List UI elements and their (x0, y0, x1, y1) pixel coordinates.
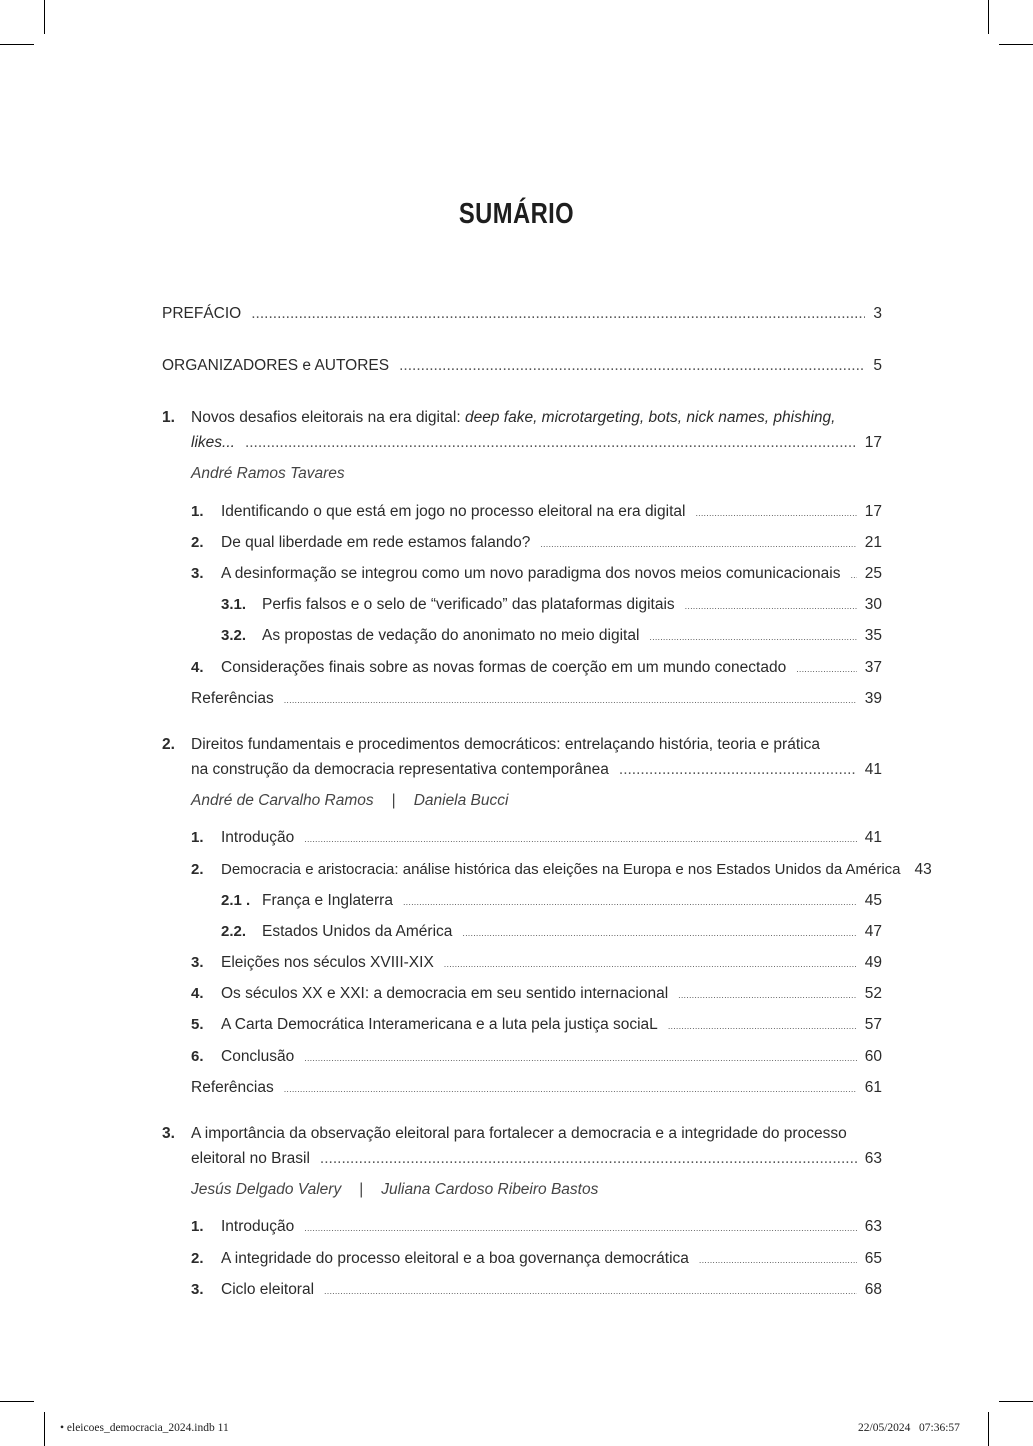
section-number: 3. (191, 565, 204, 582)
toc-subsection[interactable] (262, 627, 882, 645)
chapter-title-line2[interactable] (191, 434, 882, 452)
section-label: Os séculos XX e XXI: a democracia em seu sentido internacional (221, 985, 669, 1002)
section-label: A integridade do processo eleitoral e a boa governança democrática (221, 1250, 689, 1267)
author-name: André Ramos Tavares (191, 465, 345, 482)
subsection-number: 2.2. (221, 923, 247, 940)
dot-leader (304, 1053, 857, 1063)
section-page: 47 (864, 923, 882, 940)
references-page: 61 (864, 1079, 882, 1096)
toc-section[interactable] (221, 503, 882, 521)
dot-leader (668, 1021, 857, 1031)
section-number: 3. (191, 1281, 204, 1298)
section-number: 2. (191, 1250, 204, 1267)
dot-leader (649, 632, 856, 642)
section-page: 68 (864, 1281, 882, 1298)
dot-leader (304, 834, 857, 844)
chapter-title-italic: likes... (191, 434, 235, 451)
dot-leader (699, 1255, 857, 1265)
author-name: Jesús Delgado Valery (191, 1181, 342, 1198)
section-number: 1. (191, 503, 204, 520)
section-label: Perfis falsos e o selo de “verificado” das plataformas digitais (262, 596, 675, 613)
dot-leader (399, 357, 865, 375)
chapter-title-italic: deep fake, microtargeting, bots, nick names, phishing, (464, 409, 836, 426)
section-page: 35 (864, 627, 882, 644)
section-number: 2. (191, 861, 204, 878)
section-page: 52 (864, 985, 882, 1002)
dot-leader (245, 434, 857, 452)
print-time: 07:36:57 (919, 1422, 960, 1434)
section-label: Democracia e aristocracia: análise histórica das eleições na Europa e nos Estados Unidos da América (221, 861, 901, 878)
chapter-title-line1[interactable] (191, 409, 835, 427)
toc-section[interactable] (221, 1048, 882, 1066)
section-page: 41 (864, 829, 882, 846)
chapter-authors (191, 792, 508, 810)
section-label: A Carta Democrática Interamericana e a luta pela justiça sociaL (221, 1016, 658, 1033)
chapter-page: 17 (864, 434, 882, 451)
section-label: Introdução (221, 1218, 295, 1235)
section-page: 43 (914, 861, 932, 878)
crop-mark (0, 44, 34, 45)
toc-section[interactable] (221, 954, 882, 972)
print-date: 22/05/2024 (858, 1422, 911, 1434)
dot-leader (251, 305, 865, 323)
section-page: 63 (864, 1218, 882, 1235)
crop-mark (999, 44, 1033, 45)
section-label: As propostas de vedação do anonimato no meio digital (262, 627, 640, 644)
crop-mark (988, 1412, 989, 1446)
chapter-title-regular: eleitoral no Brasil (191, 1150, 310, 1167)
subsection-number: 2.1 . (221, 892, 251, 909)
dot-leader (324, 1286, 857, 1296)
section-number: 6. (191, 1048, 204, 1065)
chapter-page: 63 (864, 1150, 882, 1167)
toc-section[interactable] (221, 534, 882, 552)
chapter-authors (191, 1181, 598, 1199)
section-page: 49 (864, 954, 882, 971)
toc-section[interactable] (221, 1281, 882, 1299)
chapter-number: 1. (162, 409, 175, 426)
references-label: Referências (191, 690, 274, 707)
chapter-title-regular: Novos desafios eleitorais na era digital: (191, 409, 465, 426)
chapter-title-line1[interactable] (191, 736, 820, 754)
section-number: 1. (191, 1218, 204, 1235)
section-label: Estados Unidos da América (262, 923, 453, 940)
chapter-number: 3. (162, 1125, 175, 1142)
toc-references[interactable] (191, 1079, 882, 1097)
dot-leader (462, 928, 856, 938)
section-page: 37 (864, 659, 882, 676)
toc-entry-organizers[interactable] (162, 357, 882, 375)
dot-leader (403, 897, 857, 907)
section-page: 21 (864, 534, 882, 551)
toc-section[interactable] (221, 829, 882, 847)
dot-leader (685, 601, 857, 611)
section-number: 4. (191, 985, 204, 1002)
toc-section[interactable] (221, 1250, 882, 1268)
dot-leader (678, 990, 857, 1000)
print-slug-file (60, 1422, 229, 1434)
author-name: Juliana Cardoso Ribeiro Bastos (381, 1181, 599, 1198)
file-name: eleicoes_democracia_2024.indb 11 (66, 1422, 229, 1434)
section-page: 17 (864, 503, 882, 520)
section-label: Conclusão (221, 1048, 295, 1065)
dot-leader (619, 761, 857, 779)
print-slug-timestamp (858, 1422, 960, 1434)
chapter-title-regular: A importância da observação eleitoral para fortalecer a democracia e a integridade do processo (191, 1125, 847, 1142)
chapter-title-line2[interactable] (191, 761, 882, 779)
dot-leader (695, 508, 856, 518)
section-label: A desinformação se integrou como um novo paradigma dos novos meios comunicacionais (221, 565, 841, 582)
section-number: 2. (191, 534, 204, 551)
chapter-title-line1[interactable] (191, 1125, 847, 1143)
toc-subsection[interactable] (262, 596, 882, 614)
dot-leader (850, 570, 856, 580)
dot-leader (796, 664, 857, 674)
section-number: 4. (191, 659, 204, 676)
section-label: Considerações finais sobre as novas formas de coerção em um mundo conectado (221, 659, 787, 676)
dot-leader (320, 1150, 857, 1168)
toc-subsection[interactable] (262, 923, 882, 941)
section-page: 25 (864, 565, 882, 582)
toc-references[interactable] (191, 690, 882, 708)
author-separator: | (359, 1181, 364, 1198)
toc-section[interactable] (221, 861, 932, 879)
section-page: 57 (864, 1016, 882, 1033)
toc-section[interactable] (221, 1016, 882, 1034)
crop-mark (0, 1401, 34, 1402)
references-page: 39 (864, 690, 882, 707)
section-number: 5. (191, 1016, 204, 1033)
author-separator: | (391, 792, 396, 809)
references-label: Referências (191, 1079, 274, 1096)
bullet-glyph: • (60, 1422, 65, 1434)
subsection-number: 3.1. (221, 596, 247, 613)
chapter-title-regular: na construção da democracia representativa contemporânea (191, 761, 609, 778)
dot-leader (304, 1223, 857, 1233)
toc-subsection[interactable] (262, 892, 882, 910)
section-label: França e Inglaterra (262, 892, 393, 909)
subsection-number: 3.2. (221, 627, 247, 644)
dot-leader (540, 539, 856, 549)
page-title: SUMÁRIO (458, 198, 575, 230)
section-number: 3. (191, 954, 204, 971)
section-page: 60 (864, 1048, 882, 1065)
toc-section[interactable] (221, 565, 882, 583)
crop-mark (988, 0, 989, 34)
dot-leader (284, 1084, 857, 1094)
section-number: 1. (191, 829, 204, 846)
toc-section[interactable] (221, 985, 882, 1003)
dot-leader (444, 959, 857, 969)
section-label: Eleições nos séculos XVIII-XIX (221, 954, 434, 971)
section-page: 45 (864, 892, 882, 909)
author-name: Daniela Bucci (413, 792, 509, 809)
chapter-title-regular: Direitos fundamentais e procedimentos democráticos: entrelaçando história, teoria e prática (191, 736, 820, 753)
toc-entry-page: 5 (873, 357, 882, 374)
author-name: André de Carvalho Ramos (191, 792, 374, 809)
chapter-page: 41 (864, 761, 882, 778)
chapter-author (191, 465, 345, 483)
crop-mark (44, 1412, 45, 1446)
crop-mark (999, 1401, 1033, 1402)
chapter-title-line2[interactable] (191, 1150, 882, 1168)
toc-section[interactable] (221, 1218, 882, 1236)
section-label: De qual liberdade em rede estamos falando? (221, 534, 531, 551)
toc-entry-label: ORGANIZADORES e AUTORES (162, 357, 390, 374)
section-label: Introdução (221, 829, 295, 846)
crop-mark (44, 0, 45, 34)
toc-entry-preface[interactable] (162, 305, 882, 323)
section-page: 65 (864, 1250, 882, 1267)
dot-leader (284, 695, 857, 705)
toc-entry-page: 3 (873, 305, 882, 322)
section-page: 30 (864, 596, 882, 613)
section-label: Identificando o que está em jogo no processo eleitoral na era digital (221, 503, 686, 520)
toc-entry-label: PREFÁCIO (162, 305, 242, 322)
chapter-number: 2. (162, 736, 175, 753)
section-label: Ciclo eleitoral (221, 1281, 315, 1298)
toc-section[interactable] (221, 659, 882, 677)
